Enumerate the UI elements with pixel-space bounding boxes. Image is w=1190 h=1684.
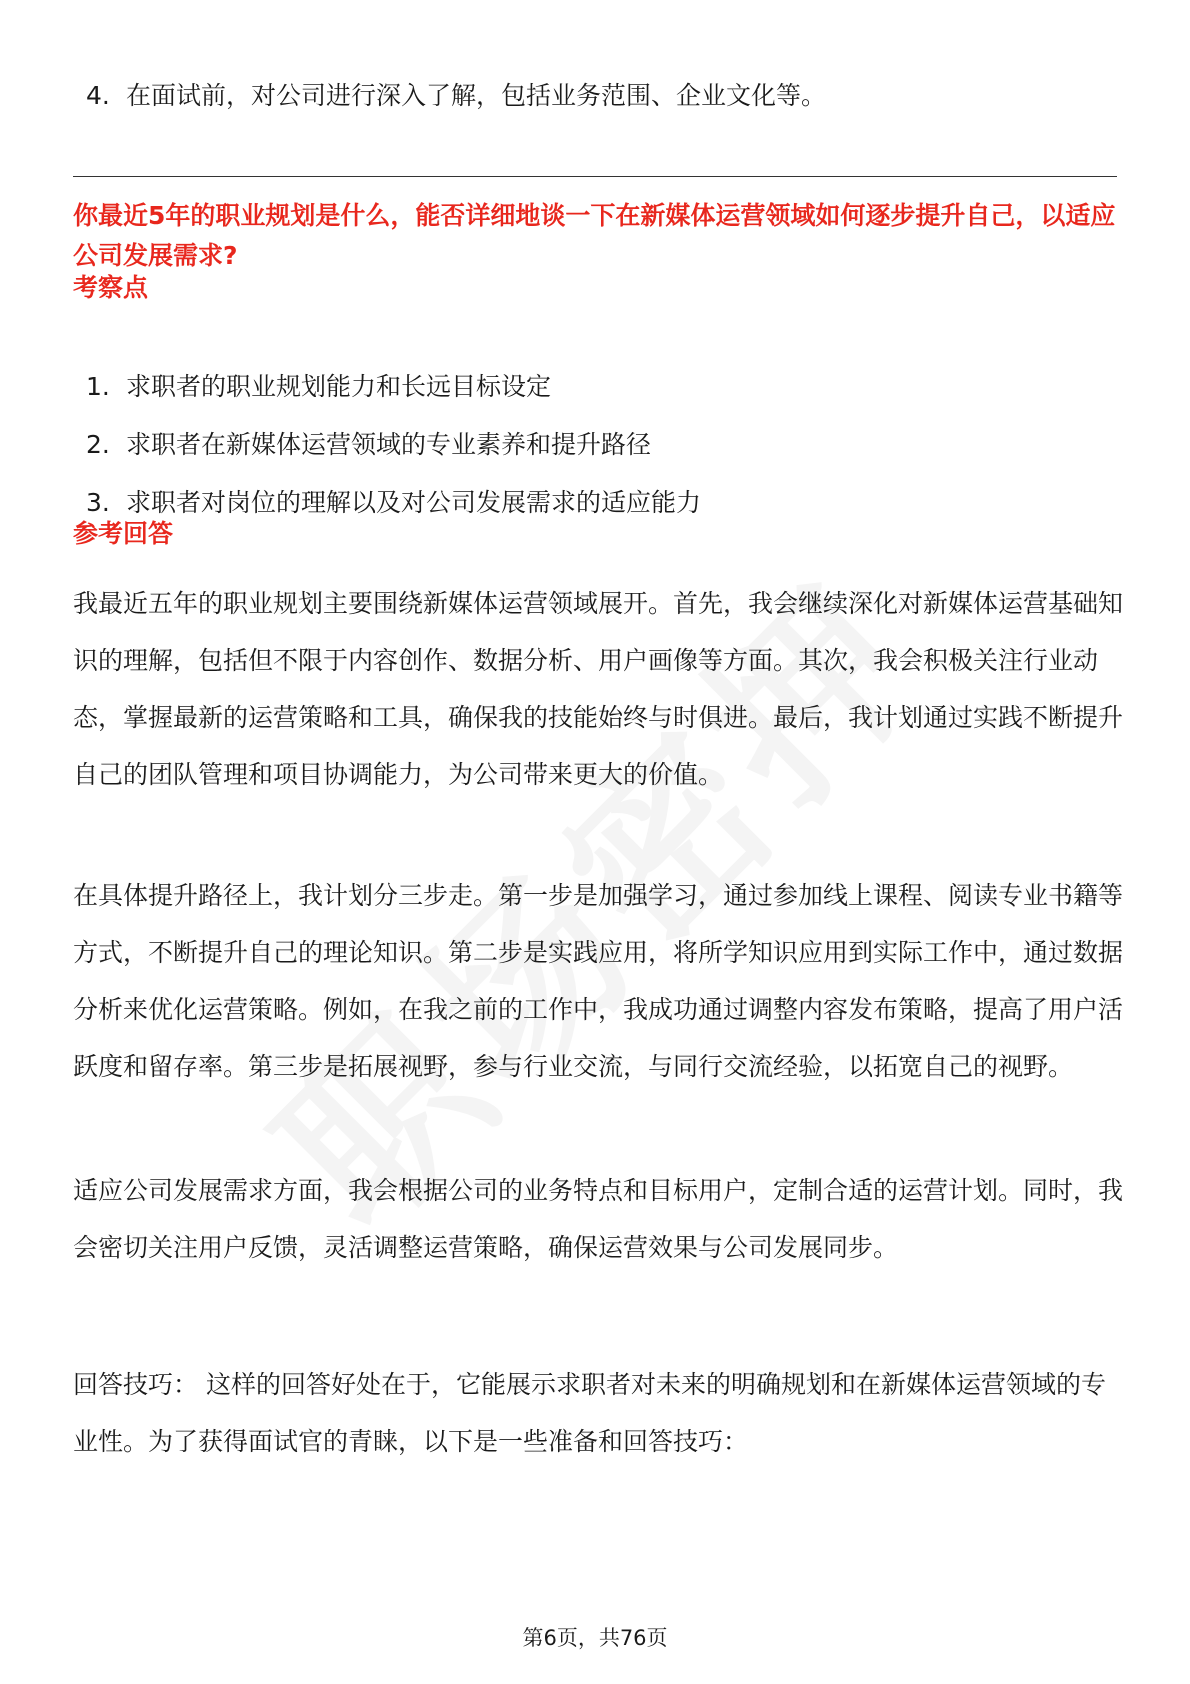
list-item-number: 2. [86, 430, 110, 459]
list-item [86, 425, 701, 483]
list-item-text: 求职者在新媒体运营领域的专业素养和提升路径 [126, 430, 652, 459]
list-item-number: 4. [86, 81, 110, 110]
page-number: 第6页，共76页 [522, 1626, 668, 1650]
answer-paragraph: 我最近五年的职业规划主要围绕新媒体运营领域展开。首先，我会继续深化对新媒体运营基础知识的理解，包括但不限于内容创作、数据分析、用户画像等方面。其次，我会积极关注行业动态，掌握最新的运营策略和工具，确保我的技能始终与时俱进。最后，我计划通过实践不断提升自己的团队管理和项目协调能力，为公司带来更大的价值。 [73, 589, 1124, 789]
answer-paragraph: 适应公司发展需求方面，我会根据公司的业务特点和目标用户，定制合适的运营计划。同时，我会密切关注用户反馈，灵活调整运营策略，确保运营效果与公司发展同步。 [73, 1176, 1124, 1262]
list-item-number: 1. [86, 372, 110, 401]
list-item [86, 76, 826, 116]
list-item-text: 在面试前，对公司进行深入了解，包括业务范围、企业文化等。 [126, 81, 827, 110]
question-heading: 你最近5年的职业规划是什么，能否详细地谈一下在新媒体运营领域如何逐步提升自己，以适应公司发展需求? [73, 201, 1116, 270]
list-item [86, 483, 701, 541]
list-item-number: 3. [86, 488, 110, 517]
list-item-text: 求职者对岗位的理解以及对公司发展需求的适应能力 [126, 488, 702, 517]
section-divider [73, 176, 1117, 177]
answer-paragraph: 在具体提升路径上，我计划分三步走。第一步是加强学习，通过参加线上课程、阅读专业书籍等方式，不断提升自己的理论知识。第二步是实践应用，将所学知识应用到实际工作中，通过数据分析来优化运营策略。例如，在我之前的工作中，我成功通过调整内容发布策略，提高了用户活跃度和留存率。第三步是拓展视野，参与行业交流，与同行交流经验，以拓宽自己的视野。 [73, 881, 1124, 1081]
exam-points-list [86, 367, 701, 541]
list-item-text: 求职者的职业规划能力和长远目标设定 [126, 372, 552, 401]
exam-points-title: 考察点 [73, 273, 149, 302]
list-item [86, 367, 701, 425]
reference-answer-title: 参考回答 [73, 519, 174, 548]
answer-tips-paragraph: 回答技巧： 这样的回答好处在于，它能展示求职者对未来的明确规划和在新媒体运营领域的专业性。为了获得面试官的青睐，以下是一些准备和回答技巧： [73, 1370, 1106, 1456]
